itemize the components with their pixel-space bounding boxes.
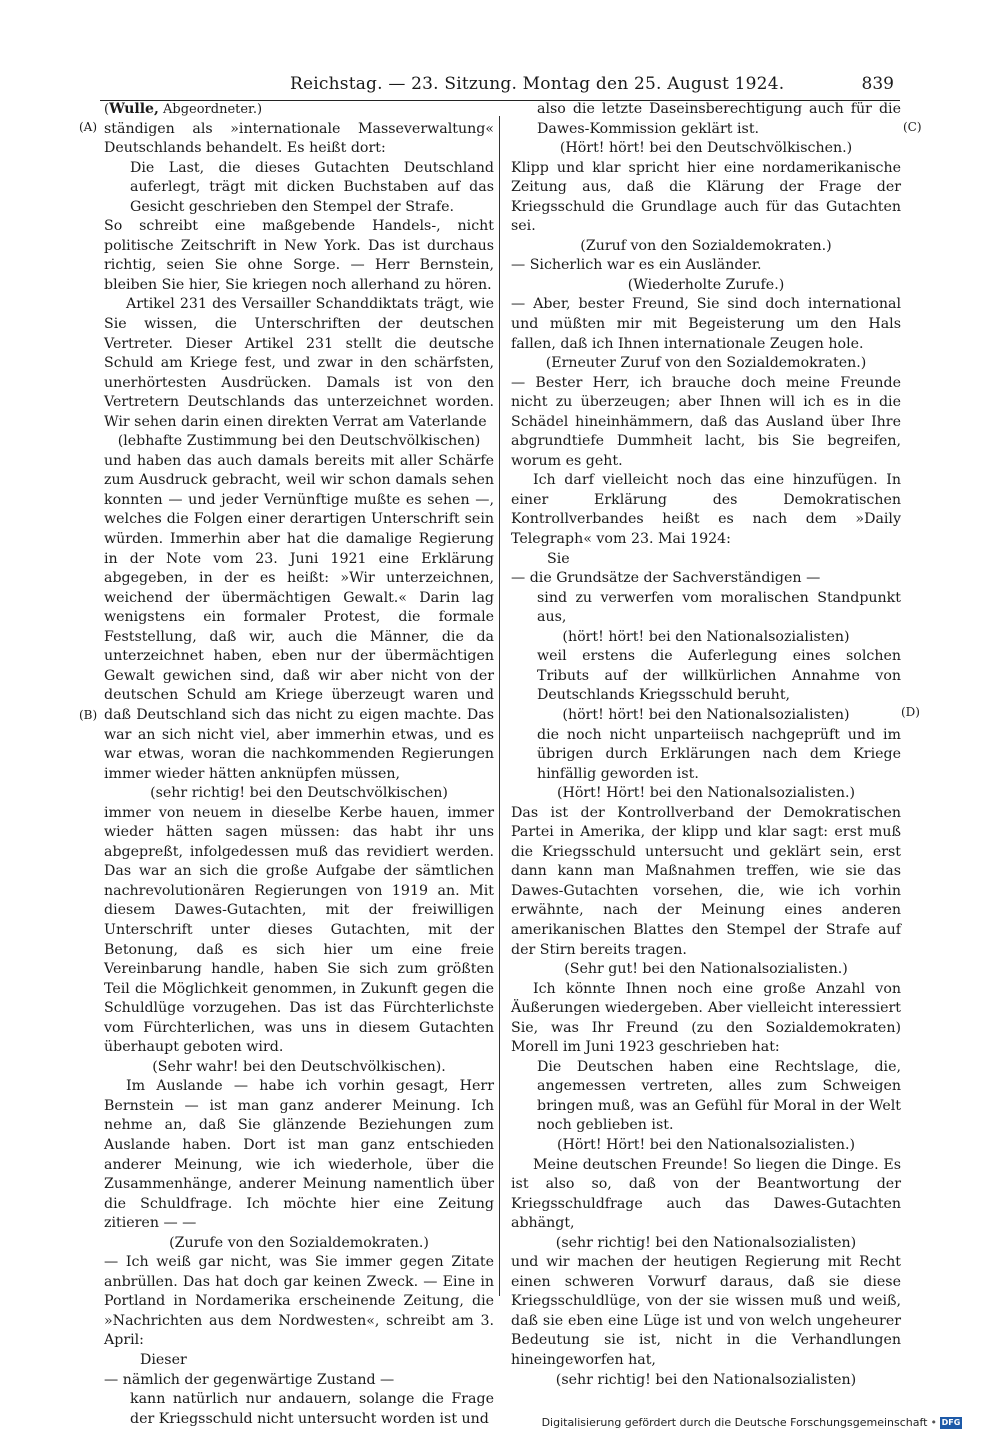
paragraph: und wir machen der heutigen Regierung mit Recht einen schweren Vorwurf daraus, daß sie diese Kriegsschuldlüge, von der sie wissen muß und weiß, daß sie eben eine Lüge ist und von welch ungeheurer Bedeutung sie ist, nicht in die Verhandlungen hineingeworfen hat, (511, 1254, 901, 1368)
quotation: weil erstens die Auferlegung eines solchen Tributs auf der willkürlichen Annahme von Deutschlands Kriegsschuld beruht, (537, 648, 901, 704)
quotation: Die Deutschen haben eine Rechtslage, die, angemessen vertreten, alles zum Schweigen bringen muß, was an Gefühl für Moral in der Welt noch geblieben ist. (537, 1058, 901, 1134)
interjection: (Hört! Hört! bei den Nationalsozialisten.) (556, 785, 856, 802)
interjection: (Erneuter Zuruf von den Sozialdemokraten.) (545, 355, 867, 372)
paragraph: — die Grundsätze der Sachverständigen — (511, 570, 821, 587)
right-column (511, 100, 901, 1390)
running-header (100, 72, 900, 101)
paragraph: — Bester Herr, ich brauche doch meine Freunde nicht zu überzeugen; aber Ihnen will ich es in die Schädel hineinhämmern, daß das Ausland über Ihre abgrundtiefe Dummheit lacht, bis Sie begreifen, worum es geht. (511, 374, 901, 469)
quotation: also die letzte Daseinsberechtigung auch für die Dawes-Kommission geklärt ist. (537, 101, 901, 137)
paragraph: — Sicherlich war es ein Ausländer. (511, 257, 762, 274)
interjection: (hört! hört! bei den Nationalsozialisten) (562, 706, 850, 723)
left-column (104, 100, 494, 1429)
paragraph: So schreibt eine maßgebende Handels-, nicht politische Zeitschrift in New York. Das ist durchaus richtig, seien Sie ohne Sorge. — Herr Bernstein, bleiben Sie hier, Sie kriegen noch allerhand zu hören. (104, 218, 494, 293)
paragraph: — Aber, bester Freund, Sie sind doch international und müßten mir mit Begeisterung um den Hals fallen, daß ich Ihnen internationale Zeugen hole. (511, 296, 901, 352)
speaker-name: Wulle, (109, 101, 159, 117)
paragraph: Ich könnte Ihnen noch eine große Anzahl von Äußerungen wiedergeben. Aber vielleicht interessiert Sie, was Ihr Freund (zu den Sozialdemokraten) Morell im Juni 1923 geschrieben hat: (511, 980, 901, 1056)
speaker-role: Abgeordneter.) (162, 102, 263, 117)
margin-marker-b: (B) (79, 708, 98, 722)
footer-credit (542, 1416, 962, 1429)
quotation: die noch nicht unparteiisch nachgeprüft und im übrigen durch Erklärungen nach dem Kriege hinfällig geworden ist. (537, 726, 901, 782)
interjection: (Hört! hört! bei den Deutschvölkischen.) (559, 140, 853, 157)
interjection: (Zuruf von den Sozialdemokraten.) (580, 237, 832, 254)
paragraph: Meine deutschen Freunde! So liegen die Dinge. Es ist also so, daß von der Beantwortung der Kriegsschuldfrage auch das Dawes-Gutachten abhängt, (511, 1156, 901, 1232)
margin-marker-a: (A) (79, 120, 98, 134)
quotation: Die Last, die dieses Gutachten Deutschland auferlegt, trägt mit dicken Buchstaben auf das Gesicht geschrieben den Stempel der Strafe. (130, 159, 494, 215)
paragraph: Ich darf vielleicht noch das eine hinzufügen. In einer Erklärung des Demokratischen Kontrollverbandes heißt es nach dem »Daily Telegraph« vom 23. Mai 1924: (511, 472, 901, 548)
speaker-prefix: ( (104, 102, 110, 117)
speaker-line (104, 100, 494, 120)
dfg-logo-icon: DFG (941, 1417, 961, 1427)
paragraph: Klipp und klar spricht hier eine nordamerikanische Zeitung aus, daß die Klärung der Frage der Kriegsschuld die Grundlage auch für das Gutachten sei. (511, 159, 901, 235)
paragraph: — nämlich der gegenwärtige Zustand — (104, 1371, 395, 1388)
paragraph: Das ist der Kontrollverband der Demokratischen Partei in Amerika, der klipp und klar sagt: erst muß die Kriegsschuld untersucht und geklärt sein, erst dann kann man Maßnahmen treffen, wie sie das Dawes-Gutachten vorsehen, die, wie ich vorhin erwähnte, nach der Meinung eines anderen amerikanischen Blattes den Stempel der Strafe auf der Stirn bereits tragen. (511, 804, 901, 958)
interjection: (sehr richtig! bei den Nationalsozialisten) (555, 1234, 857, 1251)
interjection: (Wiederholte Zurufe.) (627, 276, 785, 293)
paragraph: ständigen als »internationale Masseverwaltung« Deutschlands behandelt. Es heißt dort: (104, 120, 494, 157)
footer-separator: • (930, 1416, 937, 1429)
quotation: sind zu verwerfen vom moralischen Standpunkt aus, (537, 589, 901, 626)
interjection: (Hört! Hört! bei den Nationalsozialisten.) (556, 1136, 856, 1153)
quotation: Dieser (140, 1352, 187, 1368)
paragraph: Artikel 231 des Versailler Schanddiktats trägt, wie Sie wissen, die Unterschriften der deutschen Vertreter. Dieser Artikel 231 stellt die deutsche Schuld am Kriege fest, und zwar in den schärfsten, unerhörtesten Ausdrücken. Damals ist von den Vertretern Deutschlands das unterzeichnet worden. Wir sehen darin einen direkten Verrat am Vaterlande (104, 296, 494, 430)
margin-marker-c: (C) (903, 120, 922, 134)
interjection: (hört! hört! bei den Nationalsozialisten) (562, 628, 850, 645)
right-column-text (511, 100, 901, 1390)
paragraph: — Ich weiß gar nicht, was Sie immer gegen Zitate anbrüllen. Das hat doch gar keinen Zweck. — Eine in Portland in Nordamerika erscheinende Zeitung, die »Nachrichten aus dem Nordwesten«, schreibt am 3. April: (104, 1254, 494, 1349)
interjection: (sehr richtig! bei den Deutschvölkischen) (150, 785, 448, 802)
interjection: (sehr richtig! bei den Nationalsozialisten) (555, 1371, 857, 1388)
column-divider (499, 116, 500, 1296)
interjection: (lebhafte Zustimmung bei den Deutschvölkischen) (117, 433, 481, 450)
interjection: (Sehr wahr! bei den Deutschvölkischen). (152, 1058, 446, 1075)
paragraph: Im Auslande — habe ich vorhin gesagt, Herr Bernstein — ist man ganz anderer Meinung. Ich nehme an, daß Sie glänzende Beziehungen zum Auslande haben. Dort ist man ganz entschieden anderer Meinung, wie ich wiederhole, über die Zusammenhänge, anderer Meinung namentlich über die Schuldfrage. Ich möchte hier eine Zeitung zitieren — — (104, 1078, 494, 1232)
margin-marker-d: (D) (901, 705, 920, 719)
running-title: Reichstag. — 23. Sitzung. Montag den 25. August 1924. (290, 74, 785, 94)
paragraph: immer von neuem in dieselbe Kerbe hauen, immer wieder hätten sagen müssen: das habt ihr uns abgepreßt, infolgedessen muß das revidiert werden. Das war an sich die große Aufgabe der sämtlichen nachrevolutionären Regierungen von 1919 an. Mit diesem Dawes-Gutachten, mit der freiwilligen Unterschrift unter dieses Gutachten, mit der Betonung, daß es sich hier um eine freie Vereinbarung handle, haben Sie sich zum größten Teil die Möglichkeit genommen, in Zukunft gegen die Schuldlüge vorzugehen. Das ist das Fürchterlichste vom Fürchterlichen, was uns in diesem Gutachten überhaupt geboten wird. (104, 804, 494, 1056)
interjection: (Sehr gut! bei den Nationalsozialisten.) (564, 961, 848, 978)
footer-text: Digitalisierung gefördert durch die Deutsche Forschungsgemeinschaft (541, 1416, 928, 1429)
left-column-text (104, 120, 494, 1430)
page-number: 839 (861, 74, 894, 94)
interjection: (Zurufe von den Sozialdemokraten.) (169, 1234, 429, 1251)
quotation: kann natürlich nur andauern, solange die Frage der Kriegsschuld nicht untersucht worden ist und (130, 1391, 494, 1427)
paragraph: und haben das auch damals bereits mit aller Schärfe zum Ausdruck gebracht, weil wir schon damals sehen konnten — und jeder Vernünftige mußte es sehen —, welches die Folgen einer derartigen Unterschrift sein würden. Immerhin aber hat die damalige Regierung in der Note vom 23. Juni 1921 eine Erklärung abgegeben, in der es heißt: »Wir unterzeichnen, weichend der übermächtigen Gewalt.« Darin lag wenigstens ein formaler Protest, die formale Feststellung, daß wir, auch die Männer, die da unterzeichnet haben, eben nur der übermächtigen Gewalt gewichen sind, daß wir aber nicht von der deutschen Schuld am Kriege überzeugt waren und daß Deutschland sich das nicht zu eigen machte. Das war an sich nicht viel, aber immerhin etwas, und es war etwas, woran die nachkommenden Regierungen immer wieder hätten anknüpfen müssen, (104, 452, 494, 782)
quotation: Sie (547, 550, 570, 567)
